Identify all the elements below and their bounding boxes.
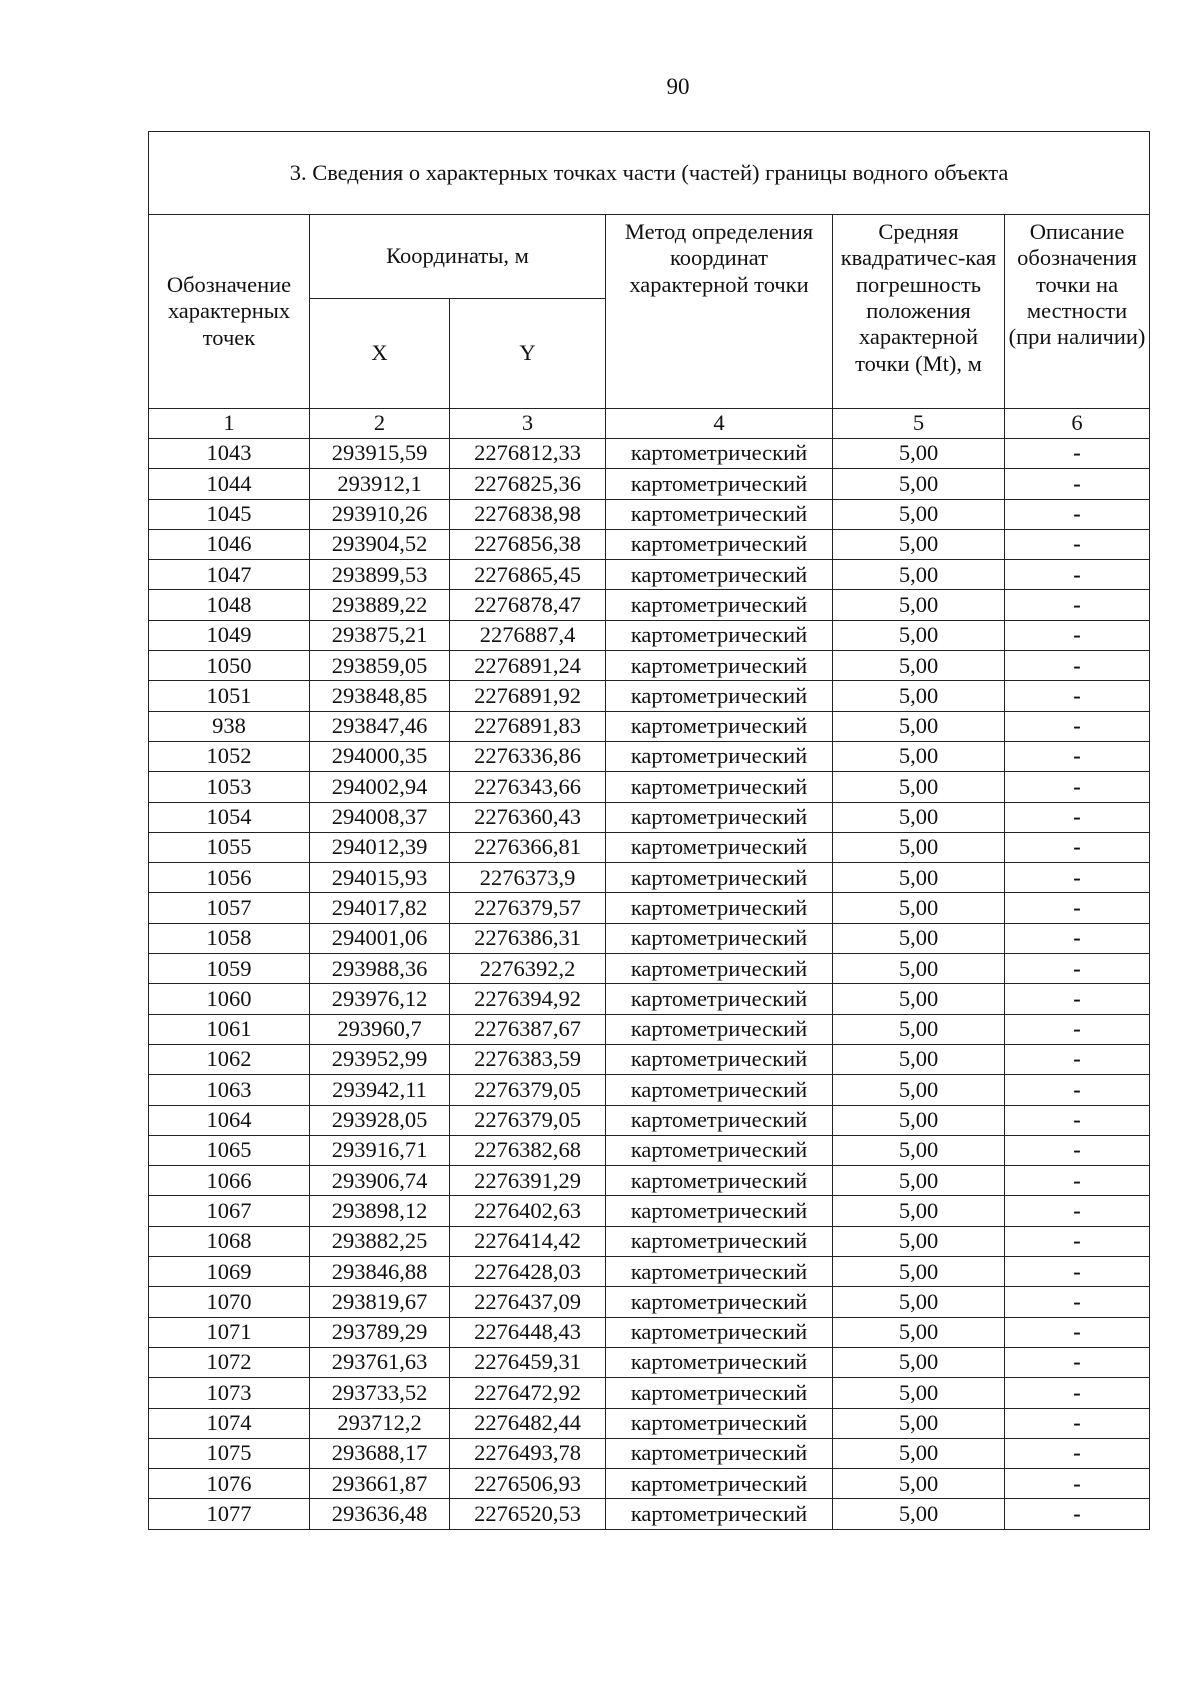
description-cell: -: [1005, 741, 1150, 771]
method-cell: картометрический: [606, 1226, 833, 1256]
table-row: [149, 772, 1150, 802]
table-row: [149, 741, 1150, 771]
y-coordinate-cell: 2276379,05: [450, 1075, 606, 1105]
method-cell: картометрический: [606, 984, 833, 1014]
method-cell: картометрический: [606, 1257, 833, 1287]
method-cell: картометрический: [606, 802, 833, 832]
x-coordinate-cell: 293916,71: [310, 1135, 450, 1165]
error-value-cell: 5,00: [833, 1499, 1005, 1529]
description-cell: -: [1005, 711, 1150, 741]
y-coordinate-cell: 2276382,68: [450, 1135, 606, 1165]
x-coordinate-cell: 293988,36: [310, 954, 450, 984]
table-row: [149, 923, 1150, 953]
table-row: [149, 802, 1150, 832]
column-number: 6: [1005, 409, 1150, 439]
method-cell: картометрический: [606, 439, 833, 469]
method-cell: картометрический: [606, 1438, 833, 1468]
header-description: Описание обозначения точки на местности (при наличии): [1005, 215, 1150, 409]
point-id-cell: 1071: [149, 1317, 310, 1347]
y-coordinate-cell: 2276472,92: [450, 1378, 606, 1408]
point-id-cell: 1077: [149, 1499, 310, 1529]
table-row: [149, 439, 1150, 469]
point-id-cell: 1073: [149, 1378, 310, 1408]
x-coordinate-cell: 294001,06: [310, 923, 450, 953]
table-row: [149, 1044, 1150, 1074]
table-row: [149, 1347, 1150, 1377]
y-coordinate-cell: 2276891,92: [450, 681, 606, 711]
description-cell: -: [1005, 1438, 1150, 1468]
description-cell: -: [1005, 893, 1150, 923]
description-cell: -: [1005, 1135, 1150, 1165]
table-row: [149, 499, 1150, 529]
method-cell: картометрический: [606, 923, 833, 953]
x-coordinate-cell: 294012,39: [310, 832, 450, 862]
table-row: [149, 1438, 1150, 1468]
point-id-cell: 1051: [149, 681, 310, 711]
x-coordinate-cell: 293688,17: [310, 1438, 450, 1468]
x-coordinate-cell: 293789,29: [310, 1317, 450, 1347]
header-error: Средняя квадратичес-кая погрешность положения характерной точки (Mt), м: [833, 215, 1005, 409]
x-coordinate-cell: 293889,22: [310, 590, 450, 620]
y-coordinate-cell: 2276878,47: [450, 590, 606, 620]
description-cell: -: [1005, 954, 1150, 984]
method-cell: картометрический: [606, 772, 833, 802]
description-cell: -: [1005, 1317, 1150, 1347]
point-id-cell: 1045: [149, 499, 310, 529]
y-coordinate-cell: 2276383,59: [450, 1044, 606, 1074]
x-coordinate-cell: 293915,59: [310, 439, 450, 469]
error-value-cell: 5,00: [833, 1166, 1005, 1196]
point-id-cell: 1065: [149, 1135, 310, 1165]
error-value-cell: 5,00: [833, 954, 1005, 984]
table-row: [149, 469, 1150, 499]
method-cell: картометрический: [606, 499, 833, 529]
y-coordinate-cell: 2276394,92: [450, 984, 606, 1014]
y-coordinate-cell: 2276891,83: [450, 711, 606, 741]
method-cell: картометрический: [606, 1044, 833, 1074]
description-cell: -: [1005, 681, 1150, 711]
x-coordinate-cell: 293910,26: [310, 499, 450, 529]
y-coordinate-cell: 2276459,31: [450, 1347, 606, 1377]
error-value-cell: 5,00: [833, 772, 1005, 802]
error-value-cell: 5,00: [833, 711, 1005, 741]
header-method: Метод определения координат характерной точки: [606, 215, 833, 409]
description-cell: -: [1005, 1378, 1150, 1408]
table-row: [149, 863, 1150, 893]
error-value-cell: 5,00: [833, 1196, 1005, 1226]
error-value-cell: 5,00: [833, 1347, 1005, 1377]
header-row-1: [149, 215, 1150, 299]
point-id-cell: 1069: [149, 1257, 310, 1287]
method-cell: картометрический: [606, 529, 833, 559]
table-row: [149, 560, 1150, 590]
error-value-cell: 5,00: [833, 1014, 1005, 1044]
point-id-cell: 1062: [149, 1044, 310, 1074]
table-row: [149, 984, 1150, 1014]
error-value-cell: 5,00: [833, 1469, 1005, 1499]
error-value-cell: 5,00: [833, 1438, 1005, 1468]
x-coordinate-cell: 293636,48: [310, 1499, 450, 1529]
error-value-cell: 5,00: [833, 802, 1005, 832]
description-cell: -: [1005, 1166, 1150, 1196]
method-cell: картометрический: [606, 1499, 833, 1529]
error-value-cell: 5,00: [833, 1226, 1005, 1256]
point-id-cell: 1048: [149, 590, 310, 620]
x-coordinate-cell: 294015,93: [310, 863, 450, 893]
point-id-cell: 1064: [149, 1105, 310, 1135]
point-id-cell: 1072: [149, 1347, 310, 1377]
method-cell: картометрический: [606, 741, 833, 771]
y-coordinate-cell: 2276379,57: [450, 893, 606, 923]
point-id-cell: 1056: [149, 863, 310, 893]
description-cell: -: [1005, 863, 1150, 893]
x-coordinate-cell: 293819,67: [310, 1287, 450, 1317]
y-coordinate-cell: 2276838,98: [450, 499, 606, 529]
error-value-cell: 5,00: [833, 499, 1005, 529]
description-cell: -: [1005, 772, 1150, 802]
point-id-cell: 1063: [149, 1075, 310, 1105]
y-coordinate-cell: 2276448,43: [450, 1317, 606, 1347]
method-cell: картометрический: [606, 560, 833, 590]
point-id-cell: 1052: [149, 741, 310, 771]
description-cell: -: [1005, 1226, 1150, 1256]
point-id-cell: 1046: [149, 529, 310, 559]
table-row: [149, 1499, 1150, 1529]
method-cell: картометрический: [606, 954, 833, 984]
x-coordinate-cell: 293960,7: [310, 1014, 450, 1044]
point-id-cell: 1047: [149, 560, 310, 590]
description-cell: -: [1005, 1044, 1150, 1074]
y-coordinate-cell: 2276825,36: [450, 469, 606, 499]
x-coordinate-cell: 293976,12: [310, 984, 450, 1014]
table-row: [149, 590, 1150, 620]
y-coordinate-cell: 2276360,43: [450, 802, 606, 832]
x-coordinate-cell: 293846,88: [310, 1257, 450, 1287]
description-cell: -: [1005, 529, 1150, 559]
y-coordinate-cell: 2276402,63: [450, 1196, 606, 1226]
method-cell: картометрический: [606, 1317, 833, 1347]
x-coordinate-cell: 293761,63: [310, 1347, 450, 1377]
method-cell: картометрический: [606, 1166, 833, 1196]
point-id-cell: 1060: [149, 984, 310, 1014]
table-row: [149, 832, 1150, 862]
y-coordinate-cell: 2276343,66: [450, 772, 606, 802]
table-body: [149, 132, 1150, 1530]
table-row: [149, 1135, 1150, 1165]
table-row: [149, 1469, 1150, 1499]
method-cell: картометрический: [606, 1378, 833, 1408]
error-value-cell: 5,00: [833, 1287, 1005, 1317]
method-cell: картометрический: [606, 1105, 833, 1135]
method-cell: картометрический: [606, 1469, 833, 1499]
y-coordinate-cell: 2276386,31: [450, 923, 606, 953]
point-id-cell: 1075: [149, 1438, 310, 1468]
description-cell: -: [1005, 1347, 1150, 1377]
error-value-cell: 5,00: [833, 1257, 1005, 1287]
y-coordinate-cell: 2276428,03: [450, 1257, 606, 1287]
header-y: Y: [450, 299, 606, 409]
description-cell: -: [1005, 651, 1150, 681]
column-number: 1: [149, 409, 310, 439]
error-value-cell: 5,00: [833, 1075, 1005, 1105]
description-cell: -: [1005, 469, 1150, 499]
point-id-cell: 1043: [149, 439, 310, 469]
point-id-cell: 1061: [149, 1014, 310, 1044]
x-coordinate-cell: 294000,35: [310, 741, 450, 771]
x-coordinate-cell: 294017,82: [310, 893, 450, 923]
y-coordinate-cell: 2276856,38: [450, 529, 606, 559]
error-value-cell: 5,00: [833, 832, 1005, 862]
y-coordinate-cell: 2276865,45: [450, 560, 606, 590]
point-id-cell: 1058: [149, 923, 310, 953]
y-coordinate-cell: 2276373,9: [450, 863, 606, 893]
error-value-cell: 5,00: [833, 741, 1005, 771]
method-cell: картометрический: [606, 1347, 833, 1377]
table-row: [149, 1014, 1150, 1044]
y-coordinate-cell: 2276392,2: [450, 954, 606, 984]
y-coordinate-cell: 2276482,44: [450, 1408, 606, 1438]
x-coordinate-cell: 293952,99: [310, 1044, 450, 1074]
x-coordinate-cell: 293928,05: [310, 1105, 450, 1135]
y-coordinate-cell: 2276520,53: [450, 1499, 606, 1529]
y-coordinate-cell: 2276493,78: [450, 1438, 606, 1468]
method-cell: картометрический: [606, 711, 833, 741]
table-row: [149, 651, 1150, 681]
boundary-points-table: [148, 131, 1150, 1530]
error-value-cell: 5,00: [833, 1317, 1005, 1347]
table-row: [149, 1075, 1150, 1105]
method-cell: картометрический: [606, 893, 833, 923]
header-coordinates: Координаты, м: [310, 215, 606, 299]
table-row: [149, 711, 1150, 741]
point-id-cell: 1053: [149, 772, 310, 802]
error-value-cell: 5,00: [833, 893, 1005, 923]
method-cell: картометрический: [606, 1014, 833, 1044]
column-number: 3: [450, 409, 606, 439]
table-row: [149, 1105, 1150, 1135]
header-point-designation: Обозначение характерных точек: [149, 215, 310, 409]
point-id-cell: 1054: [149, 802, 310, 832]
description-cell: -: [1005, 923, 1150, 953]
method-cell: картометрический: [606, 1287, 833, 1317]
description-cell: -: [1005, 1105, 1150, 1135]
method-cell: картометрический: [606, 681, 833, 711]
table-row: [149, 1408, 1150, 1438]
y-coordinate-cell: 2276414,42: [450, 1226, 606, 1256]
error-value-cell: 5,00: [833, 681, 1005, 711]
x-coordinate-cell: 293848,85: [310, 681, 450, 711]
x-coordinate-cell: 293661,87: [310, 1469, 450, 1499]
description-cell: -: [1005, 499, 1150, 529]
error-value-cell: 5,00: [833, 984, 1005, 1014]
method-cell: картометрический: [606, 651, 833, 681]
error-value-cell: 5,00: [833, 1044, 1005, 1074]
error-value-cell: 5,00: [833, 863, 1005, 893]
error-value-cell: 5,00: [833, 1105, 1005, 1135]
point-id-cell: 1070: [149, 1287, 310, 1317]
description-cell: -: [1005, 1075, 1150, 1105]
description-cell: -: [1005, 1196, 1150, 1226]
x-coordinate-cell: 293898,12: [310, 1196, 450, 1226]
table-row: [149, 1257, 1150, 1287]
description-cell: -: [1005, 1014, 1150, 1044]
column-number-row: [149, 409, 1150, 439]
description-cell: -: [1005, 439, 1150, 469]
error-value-cell: 5,00: [833, 1378, 1005, 1408]
y-coordinate-cell: 2276887,4: [450, 620, 606, 650]
section-title-row: [149, 132, 1150, 215]
method-cell: картометрический: [606, 1135, 833, 1165]
y-coordinate-cell: 2276379,05: [450, 1105, 606, 1135]
error-value-cell: 5,00: [833, 1408, 1005, 1438]
table-row: [149, 1196, 1150, 1226]
x-coordinate-cell: 294002,94: [310, 772, 450, 802]
page-number: 90: [666, 74, 690, 99]
table-row: [149, 954, 1150, 984]
method-cell: картометрический: [606, 832, 833, 862]
error-value-cell: 5,00: [833, 651, 1005, 681]
table-row: [149, 1226, 1150, 1256]
column-number: 4: [606, 409, 833, 439]
error-value-cell: 5,00: [833, 439, 1005, 469]
table-row: [149, 1378, 1150, 1408]
method-cell: картометрический: [606, 590, 833, 620]
x-coordinate-cell: 293912,1: [310, 469, 450, 499]
description-cell: -: [1005, 1257, 1150, 1287]
column-number: 2: [310, 409, 450, 439]
point-id-cell: 1050: [149, 651, 310, 681]
error-value-cell: 5,00: [833, 923, 1005, 953]
point-id-cell: 1076: [149, 1469, 310, 1499]
x-coordinate-cell: 293847,46: [310, 711, 450, 741]
x-coordinate-cell: 293859,05: [310, 651, 450, 681]
x-coordinate-cell: 293712,2: [310, 1408, 450, 1438]
point-id-cell: 1044: [149, 469, 310, 499]
table-row: [149, 1317, 1150, 1347]
table-row: [149, 529, 1150, 559]
method-cell: картометрический: [606, 1196, 833, 1226]
x-coordinate-cell: 293899,53: [310, 560, 450, 590]
x-coordinate-cell: 293875,21: [310, 620, 450, 650]
table-row: [149, 1166, 1150, 1196]
table-row: [149, 620, 1150, 650]
header-x: X: [310, 299, 450, 409]
description-cell: -: [1005, 1469, 1150, 1499]
x-coordinate-cell: 294008,37: [310, 802, 450, 832]
error-value-cell: 5,00: [833, 469, 1005, 499]
error-value-cell: 5,00: [833, 529, 1005, 559]
description-cell: -: [1005, 620, 1150, 650]
description-cell: -: [1005, 984, 1150, 1014]
error-value-cell: 5,00: [833, 590, 1005, 620]
description-cell: -: [1005, 590, 1150, 620]
section-title: 3. Сведения о характерных точках части (частей) границы водного объекта: [149, 132, 1150, 215]
y-coordinate-cell: 2276891,24: [450, 651, 606, 681]
table-row: [149, 1287, 1150, 1317]
y-coordinate-cell: 2276366,81: [450, 832, 606, 862]
x-coordinate-cell: 293942,11: [310, 1075, 450, 1105]
error-value-cell: 5,00: [833, 1135, 1005, 1165]
point-id-cell: 1067: [149, 1196, 310, 1226]
y-coordinate-cell: 2276336,86: [450, 741, 606, 771]
description-cell: -: [1005, 1408, 1150, 1438]
method-cell: картометрический: [606, 1408, 833, 1438]
x-coordinate-cell: 293906,74: [310, 1166, 450, 1196]
y-coordinate-cell: 2276812,33: [450, 439, 606, 469]
description-cell: -: [1005, 802, 1150, 832]
y-coordinate-cell: 2276391,29: [450, 1166, 606, 1196]
y-coordinate-cell: 2276437,09: [450, 1287, 606, 1317]
method-cell: картометрический: [606, 620, 833, 650]
method-cell: картометрический: [606, 469, 833, 499]
error-value-cell: 5,00: [833, 560, 1005, 590]
point-id-cell: 1074: [149, 1408, 310, 1438]
point-id-cell: 1068: [149, 1226, 310, 1256]
point-id-cell: 1049: [149, 620, 310, 650]
point-id-cell: 1066: [149, 1166, 310, 1196]
table-row: [149, 893, 1150, 923]
x-coordinate-cell: 293904,52: [310, 529, 450, 559]
column-number: 5: [833, 409, 1005, 439]
y-coordinate-cell: 2276506,93: [450, 1469, 606, 1499]
method-cell: картометрический: [606, 1075, 833, 1105]
description-cell: -: [1005, 1499, 1150, 1529]
point-id-cell: 1057: [149, 893, 310, 923]
table-row: [149, 681, 1150, 711]
error-value-cell: 5,00: [833, 620, 1005, 650]
x-coordinate-cell: 293882,25: [310, 1226, 450, 1256]
x-coordinate-cell: 293733,52: [310, 1378, 450, 1408]
method-cell: картометрический: [606, 863, 833, 893]
description-cell: -: [1005, 832, 1150, 862]
point-id-cell: 938: [149, 711, 310, 741]
y-coordinate-cell: 2276387,67: [450, 1014, 606, 1044]
point-id-cell: 1055: [149, 832, 310, 862]
description-cell: -: [1005, 560, 1150, 590]
description-cell: -: [1005, 1287, 1150, 1317]
point-id-cell: 1059: [149, 954, 310, 984]
